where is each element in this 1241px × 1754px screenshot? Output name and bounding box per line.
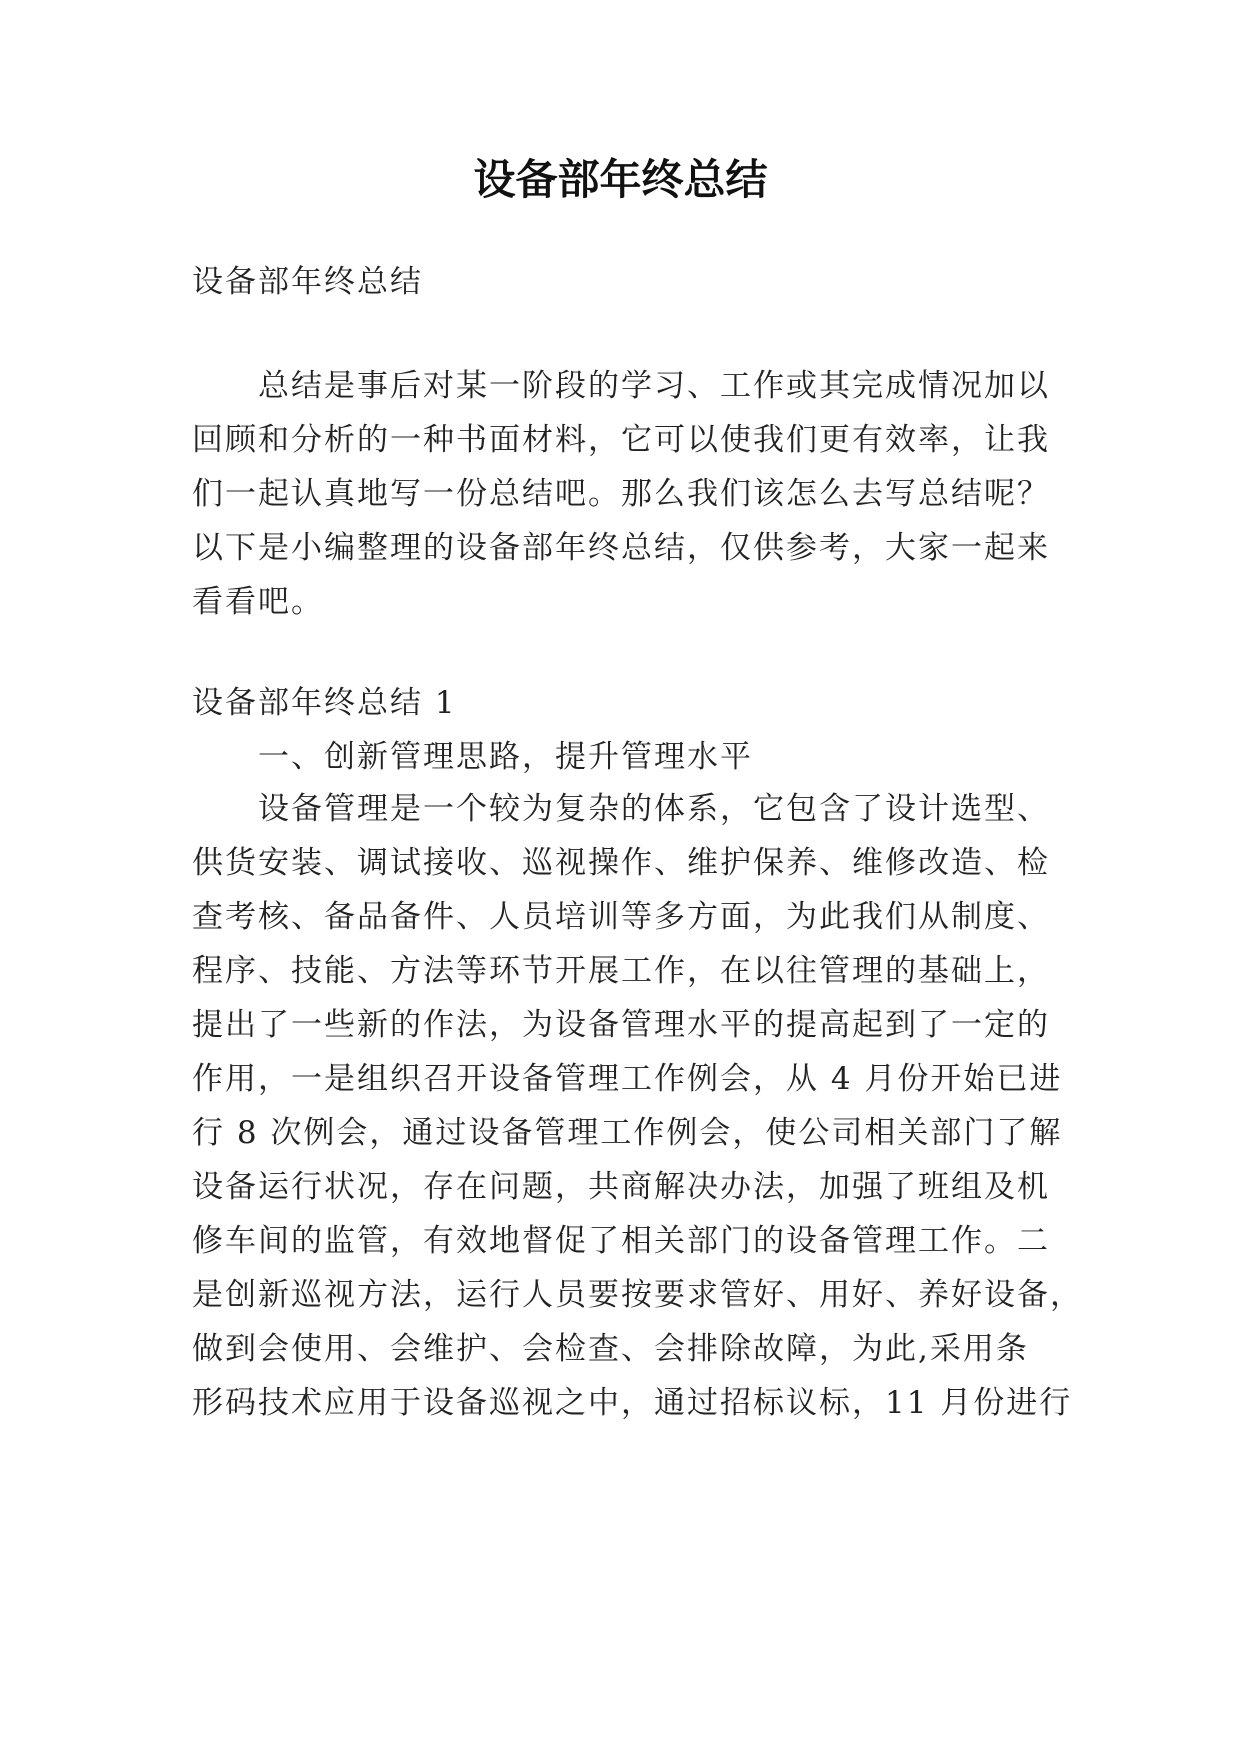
body-line: 是创新巡视方法，运行人员要按要求管好、用好、养好设备， [192,1277,1083,1313]
body-line: 设备运行状况，存在问题，共商解决办法，加强了班组及机 [192,1169,1050,1205]
body-line: 作用，一是组织召开设备管理工作例会，从 4 月份开始已进 [192,1061,1063,1097]
intro-line: 以下是小编整理的设备部年终总结，仅供参考，大家一起来 [192,530,1050,566]
body-line: 形码技术应用于设备巡视之中，通过招标议标，11 月份进行 [192,1385,1073,1421]
document-subtitle: 设备部年终总结 [192,264,423,300]
body-line: 查考核、备品备件、人员培训等多方面，为此我们从制度、 [192,899,1050,935]
body-line: 提出了一些新的作法，为设备管理水平的提高起到了一定的 [192,1007,1050,1043]
body-line: 供货安装、调试接收、巡视操作、维护保养、维修改造、检 [192,845,1050,881]
body-line: 修车间的监管，有效地督促了相关部门的设备管理工作。二 [192,1223,1050,1259]
document-title: 设备部年终总结 [473,155,768,204]
intro-line: 回顾和分析的一种书面材料，它可以使我们更有效率，让我 [192,422,1050,458]
intro-line: 看看吧。 [192,584,324,620]
intro-line: 们一起认真地写一份总结吧。那么我们该怎么去写总结呢？ [192,476,1050,512]
body-line: 做到会使用、会维护、会检查、会排除故障，为此,采用条 [192,1331,1029,1367]
body-line: 行 8 次例会，通过设备管理工作例会，使公司相关部门了解 [192,1115,1063,1151]
body-line: 设备管理是一个较为复杂的体系，它包含了设计选型、 [258,791,1050,827]
body-line: 程序、技能、方法等环节开展工作，在以往管理的基础上， [192,953,1050,989]
section-title: 设备部年终总结 1 [192,685,457,721]
intro-line: 总结是事后对某一阶段的学习、工作或其完成情况加以 [258,368,1050,404]
section-heading: 一、创新管理思路，提升管理水平 [258,739,753,775]
